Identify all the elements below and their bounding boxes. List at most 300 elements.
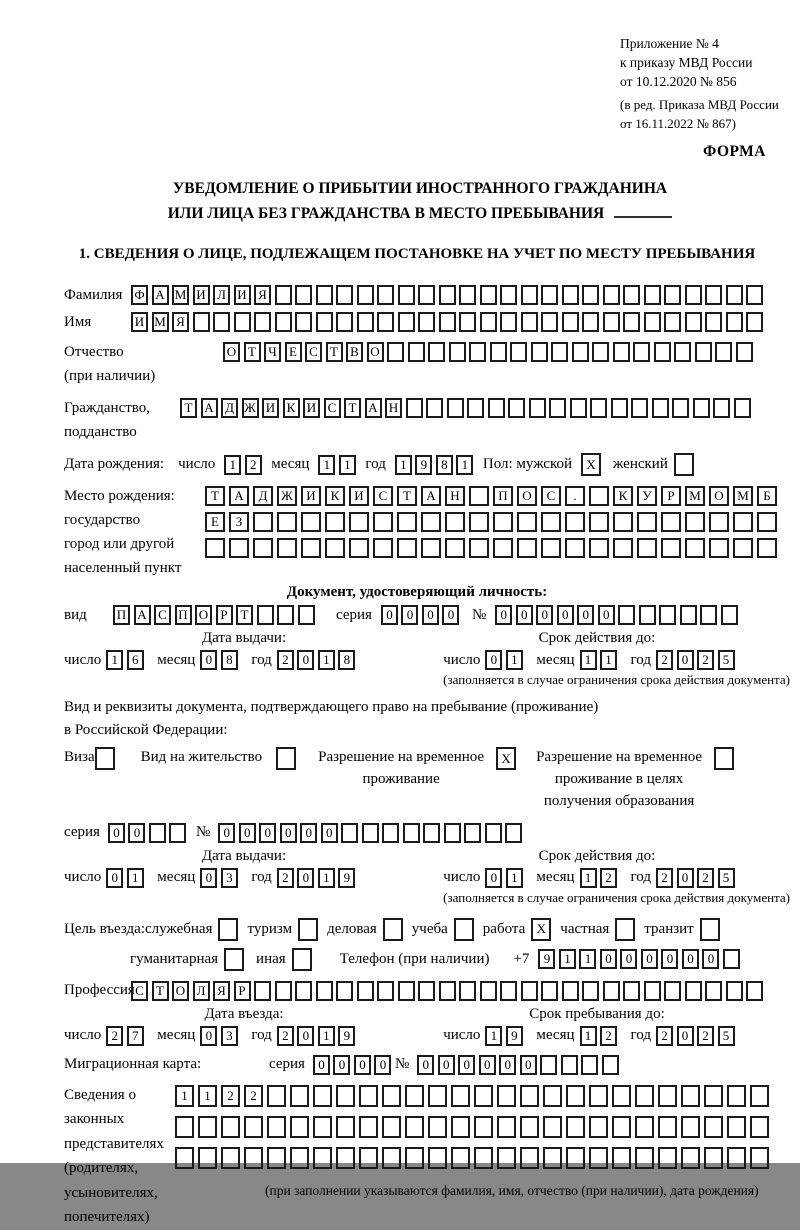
form-cell[interactable]	[497, 1147, 516, 1169]
form-cell[interactable]	[623, 285, 640, 305]
form-cell[interactable]: Д	[253, 486, 273, 506]
form-cell[interactable]	[659, 605, 676, 625]
form-cell[interactable]	[521, 285, 538, 305]
form-cell[interactable]: 0	[485, 868, 502, 888]
form-cell[interactable]	[428, 1116, 447, 1138]
form-cell[interactable]	[451, 1116, 470, 1138]
form-cell[interactable]: Н	[445, 486, 465, 506]
form-cell[interactable]	[439, 312, 456, 332]
purpose-humanitarian[interactable]: гуманитарная	[130, 948, 244, 971]
form-cell[interactable]	[169, 823, 186, 843]
form-cell[interactable]	[405, 1147, 424, 1169]
form-cell[interactable]	[570, 398, 587, 418]
form-cell[interactable]: 0	[333, 1055, 350, 1075]
form-cell[interactable]	[95, 747, 115, 770]
form-cell[interactable]	[592, 342, 609, 362]
form-cell[interactable]: 7	[127, 1026, 144, 1046]
form-cell[interactable]	[565, 512, 585, 532]
form-cell[interactable]	[349, 538, 369, 558]
form-cell[interactable]	[541, 512, 561, 532]
form-cell[interactable]: 0	[354, 1055, 371, 1075]
form-cell[interactable]	[357, 312, 374, 332]
form-cell[interactable]: О	[367, 342, 384, 362]
form-cell[interactable]: А	[134, 605, 151, 625]
form-cell[interactable]	[757, 512, 777, 532]
form-cell[interactable]	[316, 285, 333, 305]
form-cell[interactable]	[750, 1085, 769, 1107]
form-cell[interactable]	[445, 538, 465, 558]
form-cell[interactable]	[517, 512, 537, 532]
form-cell[interactable]	[658, 1147, 677, 1169]
form-cell[interactable]	[521, 981, 538, 1001]
form-cell[interactable]	[229, 538, 249, 558]
form-cell[interactable]	[520, 1085, 539, 1107]
form-cell[interactable]: 1	[198, 1085, 217, 1107]
form-cell[interactable]	[373, 538, 393, 558]
form-cell[interactable]	[565, 538, 585, 558]
form-cell[interactable]: 0	[577, 605, 594, 625]
form-cell[interactable]: К	[283, 398, 300, 418]
form-cell[interactable]: Т	[344, 398, 361, 418]
form-cell[interactable]	[480, 312, 497, 332]
form-cell[interactable]	[589, 1116, 608, 1138]
form-cell[interactable]: 1	[318, 868, 335, 888]
form-cell[interactable]	[316, 312, 333, 332]
form-cell[interactable]: 0	[106, 868, 123, 888]
form-cell[interactable]	[316, 981, 333, 1001]
purpose-transit-checkbox[interactable]	[694, 918, 720, 941]
form-cell[interactable]	[500, 285, 517, 305]
form-cell[interactable]: 0	[300, 823, 317, 843]
purpose-tourism-checkbox[interactable]	[292, 918, 318, 941]
form-cell[interactable]	[693, 398, 710, 418]
form-cell[interactable]	[295, 981, 312, 1001]
form-cell[interactable]	[613, 342, 630, 362]
form-cell[interactable]	[746, 285, 763, 305]
form-cell[interactable]: Л	[213, 285, 230, 305]
form-cell[interactable]	[469, 486, 489, 506]
form-cell[interactable]: П	[175, 605, 192, 625]
form-cell[interactable]: 5	[718, 650, 735, 670]
form-cell[interactable]	[644, 312, 661, 332]
form-cell[interactable]: 0	[128, 823, 145, 843]
form-cell[interactable]	[589, 512, 609, 532]
form-cell[interactable]: 0	[557, 605, 574, 625]
form-cell[interactable]: 2	[600, 868, 617, 888]
form-cell[interactable]	[746, 312, 763, 332]
form-cell[interactable]	[398, 312, 415, 332]
form-cell[interactable]: X	[531, 918, 551, 941]
form-cell[interactable]: Р	[234, 981, 251, 1001]
form-cell[interactable]	[674, 453, 694, 476]
form-cell[interactable]	[664, 312, 681, 332]
purpose-official-checkbox[interactable]	[212, 918, 238, 941]
form-cell[interactable]	[467, 398, 484, 418]
form-cell[interactable]: 1	[395, 455, 412, 475]
form-cell[interactable]	[362, 823, 379, 843]
form-cell[interactable]: 0	[516, 605, 533, 625]
form-cell[interactable]	[505, 823, 522, 843]
form-cell[interactable]	[313, 1116, 332, 1138]
form-cell[interactable]	[301, 512, 321, 532]
form-cell[interactable]	[541, 538, 561, 558]
form-cell[interactable]	[700, 918, 720, 941]
form-cell[interactable]	[485, 823, 502, 843]
form-cell[interactable]	[205, 538, 225, 558]
form-cell[interactable]: 0	[661, 949, 678, 969]
form-cell[interactable]	[714, 747, 734, 770]
visa-checkbox[interactable]	[95, 747, 115, 770]
form-cell[interactable]: Н	[385, 398, 402, 418]
form-cell[interactable]	[704, 1116, 723, 1138]
form-cell[interactable]	[508, 398, 525, 418]
form-cell[interactable]: 1	[318, 455, 335, 475]
form-cell[interactable]	[520, 1147, 539, 1169]
form-cell[interactable]: 0	[677, 1026, 694, 1046]
form-cell[interactable]	[382, 1085, 401, 1107]
form-cell[interactable]: 6	[127, 650, 144, 670]
form-cell[interactable]: О	[709, 486, 729, 506]
form-cell[interactable]	[423, 823, 440, 843]
purpose-other[interactable]: иная	[256, 948, 312, 971]
form-cell[interactable]	[713, 398, 730, 418]
form-cell[interactable]: Я	[254, 285, 271, 305]
form-cell[interactable]	[727, 1116, 746, 1138]
purpose-transit[interactable]: транзит	[644, 918, 719, 941]
form-cell[interactable]	[541, 285, 558, 305]
form-cell[interactable]	[612, 1116, 631, 1138]
form-cell[interactable]: .	[565, 486, 585, 506]
form-cell[interactable]	[298, 918, 318, 941]
form-cell[interactable]	[397, 538, 417, 558]
form-cell[interactable]: Т	[326, 342, 343, 362]
form-cell[interactable]	[685, 538, 705, 558]
form-cell[interactable]	[426, 398, 443, 418]
form-cell[interactable]: 2	[221, 1085, 240, 1107]
form-cell[interactable]	[439, 981, 456, 1001]
form-cell[interactable]	[290, 1147, 309, 1169]
form-cell[interactable]: А	[421, 486, 441, 506]
purpose-humanitarian-checkbox[interactable]	[218, 948, 244, 971]
form-cell[interactable]	[444, 823, 461, 843]
form-cell[interactable]	[377, 285, 394, 305]
form-cell[interactable]	[589, 486, 609, 506]
form-cell[interactable]	[726, 285, 743, 305]
form-cell[interactable]	[398, 981, 415, 1001]
form-cell[interactable]	[635, 1085, 654, 1107]
form-cell[interactable]	[700, 605, 717, 625]
form-cell[interactable]	[582, 285, 599, 305]
form-cell[interactable]	[635, 1116, 654, 1138]
form-cell[interactable]	[336, 981, 353, 1001]
form-cell[interactable]	[377, 312, 394, 332]
form-cell[interactable]: 0	[297, 868, 314, 888]
form-cell[interactable]	[480, 981, 497, 1001]
form-cell[interactable]	[562, 312, 579, 332]
form-cell[interactable]	[193, 312, 210, 332]
form-cell[interactable]	[218, 918, 238, 941]
form-cell[interactable]	[615, 918, 635, 941]
form-cell[interactable]	[275, 285, 292, 305]
form-cell[interactable]: Т	[397, 486, 417, 506]
form-cell[interactable]: С	[373, 486, 393, 506]
form-cell[interactable]	[175, 1116, 194, 1138]
form-cell[interactable]	[275, 312, 292, 332]
form-cell[interactable]: 0	[313, 1055, 330, 1075]
form-cell[interactable]	[198, 1116, 217, 1138]
form-cell[interactable]: 0	[218, 823, 235, 843]
form-cell[interactable]: М	[152, 312, 169, 332]
form-cell[interactable]	[373, 512, 393, 532]
form-cell[interactable]: 0	[682, 949, 699, 969]
form-cell[interactable]: 0	[280, 823, 297, 843]
form-cell[interactable]	[418, 981, 435, 1001]
form-cell[interactable]	[733, 512, 753, 532]
form-cell[interactable]: 9	[338, 868, 355, 888]
form-cell[interactable]	[652, 398, 669, 418]
purpose-business-checkbox[interactable]	[377, 918, 403, 941]
form-cell[interactable]	[733, 538, 753, 558]
form-cell[interactable]: А	[201, 398, 218, 418]
form-cell[interactable]	[382, 823, 399, 843]
form-cell[interactable]: 2	[656, 650, 673, 670]
form-cell[interactable]	[517, 538, 537, 558]
form-cell[interactable]	[704, 1147, 723, 1169]
form-cell[interactable]: И	[234, 285, 251, 305]
form-cell[interactable]: 1	[485, 1026, 502, 1046]
form-cell[interactable]	[664, 981, 681, 1001]
form-cell[interactable]: Ч	[264, 342, 281, 362]
form-cell[interactable]	[357, 285, 374, 305]
form-cell[interactable]	[695, 342, 712, 362]
form-cell[interactable]	[685, 512, 705, 532]
form-cell[interactable]: С	[541, 486, 561, 506]
form-cell[interactable]	[603, 285, 620, 305]
purpose-official[interactable]: служебная	[145, 918, 239, 941]
purpose-other-checkbox[interactable]	[286, 948, 312, 971]
form-cell[interactable]: 8	[338, 650, 355, 670]
form-cell[interactable]: 3	[221, 868, 238, 888]
form-cell[interactable]: 0	[200, 1026, 217, 1046]
form-cell[interactable]: С	[154, 605, 171, 625]
form-cell[interactable]	[397, 512, 417, 532]
form-cell[interactable]: 2	[600, 1026, 617, 1046]
form-cell[interactable]	[709, 512, 729, 532]
form-cell[interactable]	[543, 1116, 562, 1138]
form-cell[interactable]	[244, 1147, 263, 1169]
form-cell[interactable]: Ж	[277, 486, 297, 506]
form-cell[interactable]	[500, 312, 517, 332]
form-cell[interactable]	[726, 981, 743, 1001]
form-cell[interactable]	[359, 1085, 378, 1107]
form-cell[interactable]	[418, 285, 435, 305]
form-cell[interactable]	[590, 398, 607, 418]
form-cell[interactable]	[447, 398, 464, 418]
form-cell[interactable]	[313, 1085, 332, 1107]
form-cell[interactable]: 0	[381, 605, 398, 625]
form-cell[interactable]	[637, 512, 657, 532]
phone-cells[interactable]	[538, 949, 743, 969]
form-cell[interactable]: 1	[506, 650, 523, 670]
form-cell[interactable]: 2	[656, 1026, 673, 1046]
form-cell[interactable]: М	[172, 285, 189, 305]
form-cell[interactable]	[549, 398, 566, 418]
form-cell[interactable]	[439, 285, 456, 305]
form-cell[interactable]	[244, 1116, 263, 1138]
form-cell[interactable]: М	[685, 486, 705, 506]
form-cell[interactable]	[633, 342, 650, 362]
form-cell[interactable]	[428, 1147, 447, 1169]
form-cell[interactable]	[562, 285, 579, 305]
form-cell[interactable]	[658, 1085, 677, 1107]
form-cell[interactable]: Д	[221, 398, 238, 418]
form-cell[interactable]: З	[229, 512, 249, 532]
form-cell[interactable]	[488, 398, 505, 418]
form-cell[interactable]	[387, 342, 404, 362]
form-cell[interactable]: 0	[200, 868, 217, 888]
form-cell[interactable]: 2	[697, 868, 714, 888]
form-cell[interactable]: Л	[193, 981, 210, 1001]
form-cell[interactable]	[295, 312, 312, 332]
form-cell[interactable]	[276, 747, 296, 770]
form-cell[interactable]	[727, 1147, 746, 1169]
form-cell[interactable]: 1	[600, 650, 617, 670]
form-cell[interactable]	[613, 512, 633, 532]
form-cell[interactable]	[613, 538, 633, 558]
form-cell[interactable]: С	[324, 398, 341, 418]
form-cell[interactable]	[428, 342, 445, 362]
form-cell[interactable]	[357, 981, 374, 1001]
form-cell[interactable]: О	[223, 342, 240, 362]
form-cell[interactable]	[603, 312, 620, 332]
form-cell[interactable]: X	[581, 453, 601, 476]
form-cell[interactable]: 1	[175, 1085, 194, 1107]
form-cell[interactable]	[325, 512, 345, 532]
form-cell[interactable]	[469, 538, 489, 558]
form-cell[interactable]: 1	[318, 1026, 335, 1046]
form-cell[interactable]: П	[113, 605, 130, 625]
form-cell[interactable]	[589, 1147, 608, 1169]
form-cell[interactable]: 0	[495, 605, 512, 625]
form-cell[interactable]: Ж	[242, 398, 259, 418]
form-cell[interactable]: 1	[224, 455, 241, 475]
visa-option[interactable]: Виза	[64, 747, 115, 770]
edu-residence-option[interactable]: Разрешение на временное проживание в целях получения образования	[536, 747, 734, 812]
form-cell[interactable]	[313, 1147, 332, 1169]
form-cell[interactable]: 8	[221, 650, 238, 670]
form-cell[interactable]: 2	[106, 1026, 123, 1046]
form-cell[interactable]: К	[613, 486, 633, 506]
form-cell[interactable]: Т	[152, 981, 169, 1001]
purpose-private[interactable]: частная	[560, 918, 635, 941]
form-cell[interactable]: 0	[401, 605, 418, 625]
form-cell[interactable]: 2	[277, 650, 294, 670]
form-cell[interactable]: 1	[318, 650, 335, 670]
form-cell[interactable]	[277, 538, 297, 558]
form-cell[interactable]	[674, 342, 691, 362]
form-cell[interactable]: Т	[236, 605, 253, 625]
form-cell[interactable]	[257, 605, 274, 625]
form-cell[interactable]	[459, 285, 476, 305]
form-cell[interactable]	[421, 538, 441, 558]
form-cell[interactable]: Я	[172, 312, 189, 332]
form-cell[interactable]: Р	[216, 605, 233, 625]
form-cell[interactable]	[234, 312, 251, 332]
form-cell[interactable]: 0	[641, 949, 658, 969]
form-cell[interactable]: О	[195, 605, 212, 625]
form-cell[interactable]: 9	[415, 455, 432, 475]
form-cell[interactable]	[510, 342, 527, 362]
form-cell[interactable]	[277, 605, 294, 625]
form-cell[interactable]	[464, 823, 481, 843]
form-cell[interactable]	[253, 512, 273, 532]
form-cell[interactable]	[618, 605, 635, 625]
form-cell[interactable]	[664, 285, 681, 305]
form-cell[interactable]: И	[301, 486, 321, 506]
form-cell[interactable]	[398, 285, 415, 305]
form-cell[interactable]: 5	[718, 1026, 735, 1046]
form-cell[interactable]: 1	[580, 650, 597, 670]
form-cell[interactable]	[540, 1055, 557, 1075]
form-cell[interactable]	[336, 312, 353, 332]
form-cell[interactable]: 1	[559, 949, 576, 969]
form-cell[interactable]	[644, 285, 661, 305]
form-cell[interactable]	[582, 312, 599, 332]
form-cell[interactable]	[418, 312, 435, 332]
form-cell[interactable]	[406, 398, 423, 418]
form-cell[interactable]	[490, 342, 507, 362]
purpose-work-checkbox[interactable]	[525, 918, 551, 941]
form-cell[interactable]	[403, 823, 420, 843]
form-cell[interactable]	[541, 312, 558, 332]
form-cell[interactable]	[405, 1116, 424, 1138]
form-cell[interactable]	[734, 398, 751, 418]
form-cell[interactable]	[680, 605, 697, 625]
form-cell[interactable]	[757, 538, 777, 558]
form-cell[interactable]	[497, 1085, 516, 1107]
form-cell[interactable]	[581, 1055, 598, 1075]
form-cell[interactable]	[681, 1085, 700, 1107]
form-cell[interactable]	[377, 981, 394, 1001]
form-cell[interactable]	[336, 1085, 355, 1107]
form-cell[interactable]	[612, 1147, 631, 1169]
form-cell[interactable]	[721, 605, 738, 625]
form-cell[interactable]: Е	[285, 342, 302, 362]
form-cell[interactable]: О	[517, 486, 537, 506]
form-cell[interactable]: 2	[277, 868, 294, 888]
form-cell[interactable]	[382, 1147, 401, 1169]
form-cell[interactable]	[566, 1116, 585, 1138]
form-cell[interactable]	[349, 512, 369, 532]
form-cell[interactable]: П	[493, 486, 513, 506]
form-cell[interactable]: 3	[221, 1026, 238, 1046]
form-cell[interactable]	[325, 538, 345, 558]
purpose-private-checkbox[interactable]	[609, 918, 635, 941]
form-cell[interactable]: 0	[108, 823, 125, 843]
form-cell[interactable]	[454, 918, 474, 941]
form-cell[interactable]	[572, 342, 589, 362]
form-cell[interactable]	[221, 1147, 240, 1169]
form-cell[interactable]: 0	[702, 949, 719, 969]
form-cell[interactable]	[359, 1147, 378, 1169]
form-cell[interactable]	[709, 538, 729, 558]
form-cell[interactable]: А	[365, 398, 382, 418]
form-cell[interactable]: А	[229, 486, 249, 506]
form-cell[interactable]: Я	[213, 981, 230, 1001]
form-cell[interactable]	[561, 1055, 578, 1075]
form-cell[interactable]: И	[303, 398, 320, 418]
form-cell[interactable]: Б	[757, 486, 777, 506]
